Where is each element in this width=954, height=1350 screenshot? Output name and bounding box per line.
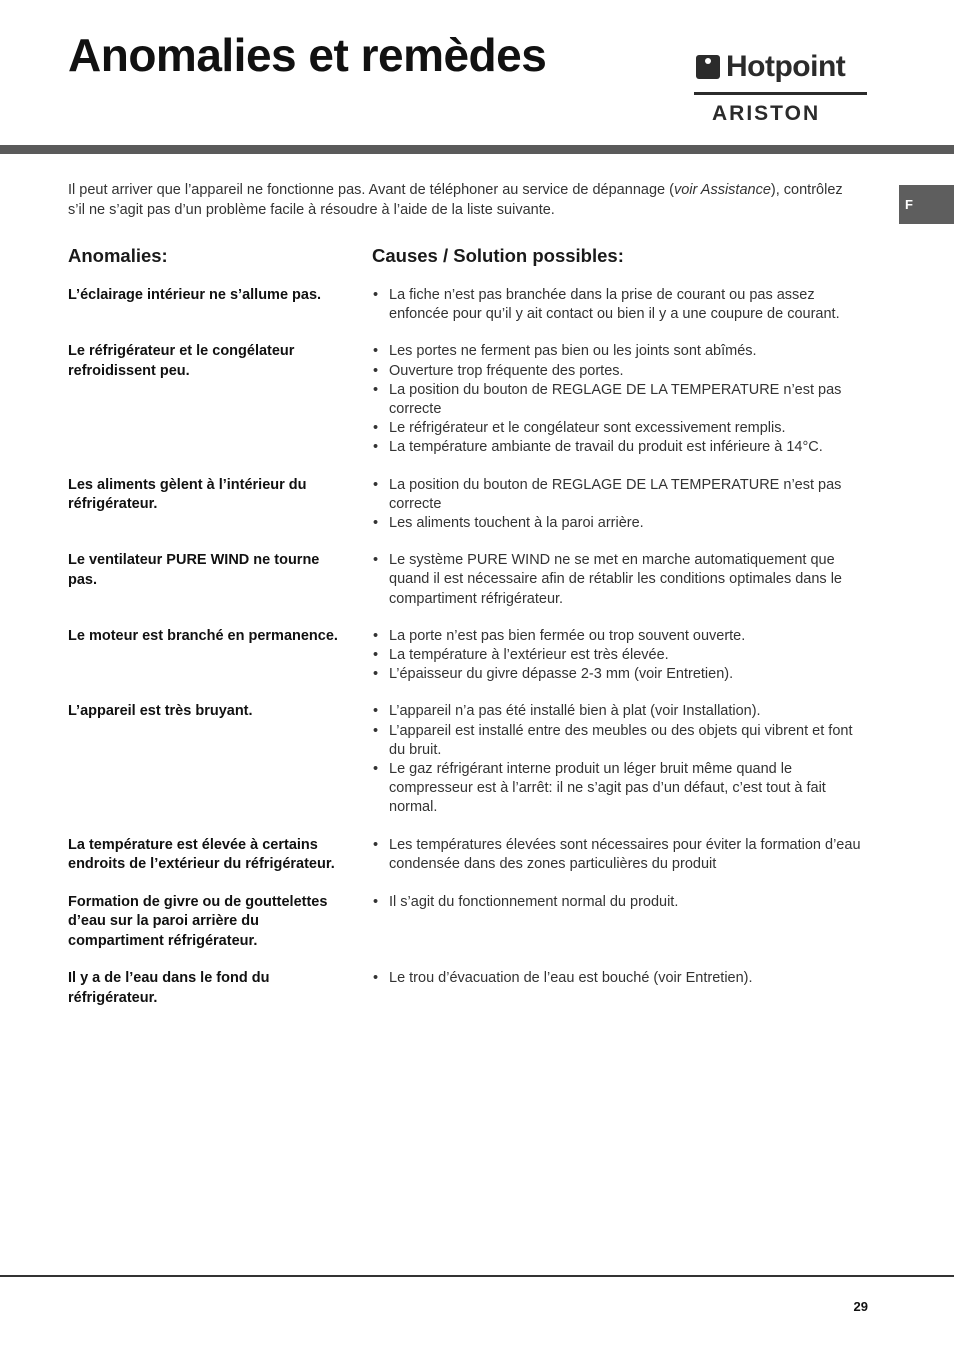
troubleshooting-row: [68, 342, 868, 457]
troubleshooting-row: [68, 893, 868, 952]
cause-item: • Ouverture trop fréquente des portes.: [372, 362, 868, 381]
causes-list: [372, 627, 868, 685]
anomaly-text: Le moteur est branché en permanence.: [68, 627, 338, 644]
cause-item: • Le système PURE WIND ne se met en marche automatiquement que quand il est nécessaire afin de rétablir les conditions optimales dans le compartiment réfrigérateur.: [372, 551, 868, 609]
brand-name: Hotpoint: [726, 50, 846, 83]
anomaly-text: L’appareil est très bruyant.: [68, 703, 253, 720]
anomaly-text: Le réfrigérateur et le congélateur refroidissent peu.: [68, 343, 295, 379]
cause-item: • Le gaz réfrigérant interne produit un léger bruit même quand le compresseur est à l’arrêt: il ne s’agit pas d’un défaut, c’est tout à fait normal.: [372, 760, 868, 818]
cause-item: • Les aliments touchent à la paroi arrière.: [372, 514, 868, 533]
intro-text-after: ), contrôlez s’il ne s’agit pas d’un problème facile à résoudre à l’aide de la liste suivante.: [68, 182, 843, 218]
troubleshooting-row: [68, 476, 868, 534]
cause-item: • La fiche n’est pas branchée dans la prise de courant ou pas assez enfoncée pour qu’il y ait contact ou bien il y a une coupure de courant.: [372, 286, 868, 324]
header-divider: [0, 145, 954, 154]
cause-item: • La position du bouton de REGLAGE DE LA TEMPERATURE n’est pas correcte: [372, 381, 868, 419]
cause-item: • La température ambiante de travail du produit est inférieure à 14°C.: [372, 438, 868, 457]
anomaly-text: Les aliments gèlent à l’intérieur du réfrigérateur.: [68, 476, 307, 513]
cause-item: • Le trou d’évacuation de l’eau est bouché (voir Entretien).: [372, 969, 868, 988]
cause-item: • L’appareil est installé entre des meubles ou des objets qui vibrent et font du bruit.: [372, 722, 868, 760]
page-title: Anomalies et remèdes: [68, 29, 547, 81]
brand-mark-icon: [696, 55, 720, 79]
footer-divider: [0, 1275, 954, 1277]
troubleshooting-row: [68, 627, 868, 685]
cause-item: • Les portes ne ferment pas bien ou les joints sont abîmés.: [372, 342, 868, 361]
language-tab: [899, 185, 954, 224]
cause-item: • La température à l’extérieur est très élevée.: [372, 646, 868, 665]
cause-item: • Il s’agit du fonctionnement normal du produit.: [372, 893, 868, 912]
anomaly-text: Formation de givre ou de gouttelettes d’eau sur la paroi arrière du compartiment réfrigérateur.: [68, 893, 328, 949]
brand-logo: [694, 52, 868, 126]
intro-reference: voir Assistance: [673, 182, 771, 198]
cause-item: • La porte n’est pas bien fermée ou trop souvent ouverte.: [372, 627, 868, 646]
causes-list: [372, 342, 868, 457]
cause-item: • Les températures élevées sont nécessaires pour éviter la formation d’eau condensée dans des zones particulières du produit: [372, 836, 868, 874]
cause-item: • Le réfrigérateur et le congélateur sont excessivement remplis.: [372, 419, 868, 438]
language-tab-label: F: [905, 197, 913, 212]
causes-heading: Causes / Solution possibles:: [372, 245, 624, 266]
causes-list: [372, 969, 868, 1008]
intro-text-before: Il peut arriver que l’appareil ne fonctionne pas. Avant de téléphoner au service de dépannage (: [68, 182, 674, 198]
causes-list: [372, 893, 868, 952]
troubleshooting-row: [68, 836, 868, 875]
anomaly-text: La température est élevée à certains endroits de l’extérieur du réfrigérateur.: [68, 836, 335, 873]
anomalies-heading: Anomalies:: [68, 245, 168, 266]
troubleshooting-row: [68, 551, 868, 609]
troubleshooting-row: [68, 702, 868, 817]
page-number: 29: [853, 1299, 868, 1314]
anomaly-text: Il y a de l’eau dans le fond du réfrigérateur.: [68, 970, 270, 1006]
causes-list: [372, 551, 868, 609]
troubleshooting-row: [68, 286, 868, 324]
causes-list: [372, 702, 868, 817]
intro-paragraph: [68, 181, 858, 220]
cause-item: • L’épaisseur du givre dépasse 2-3 mm (voir Entretien).: [372, 665, 868, 684]
cause-item: • La position du bouton de REGLAGE DE LA TEMPERATURE n’est pas correcte: [372, 476, 868, 514]
anomaly-text: Le ventilateur PURE WIND ne tourne pas.: [68, 552, 320, 588]
causes-list: [372, 836, 868, 875]
troubleshooting-row: [68, 969, 868, 1008]
anomaly-text: L’éclairage intérieur ne s’allume pas.: [68, 287, 322, 303]
causes-list: [372, 476, 868, 534]
brand-divider: [694, 92, 867, 95]
troubleshooting-table: [68, 286, 868, 1026]
cause-item: • L’appareil n’a pas été installé bien à plat (voir Installation).: [372, 702, 868, 721]
causes-list: [372, 286, 868, 324]
brand-sub-name: ARISTON: [712, 102, 821, 125]
